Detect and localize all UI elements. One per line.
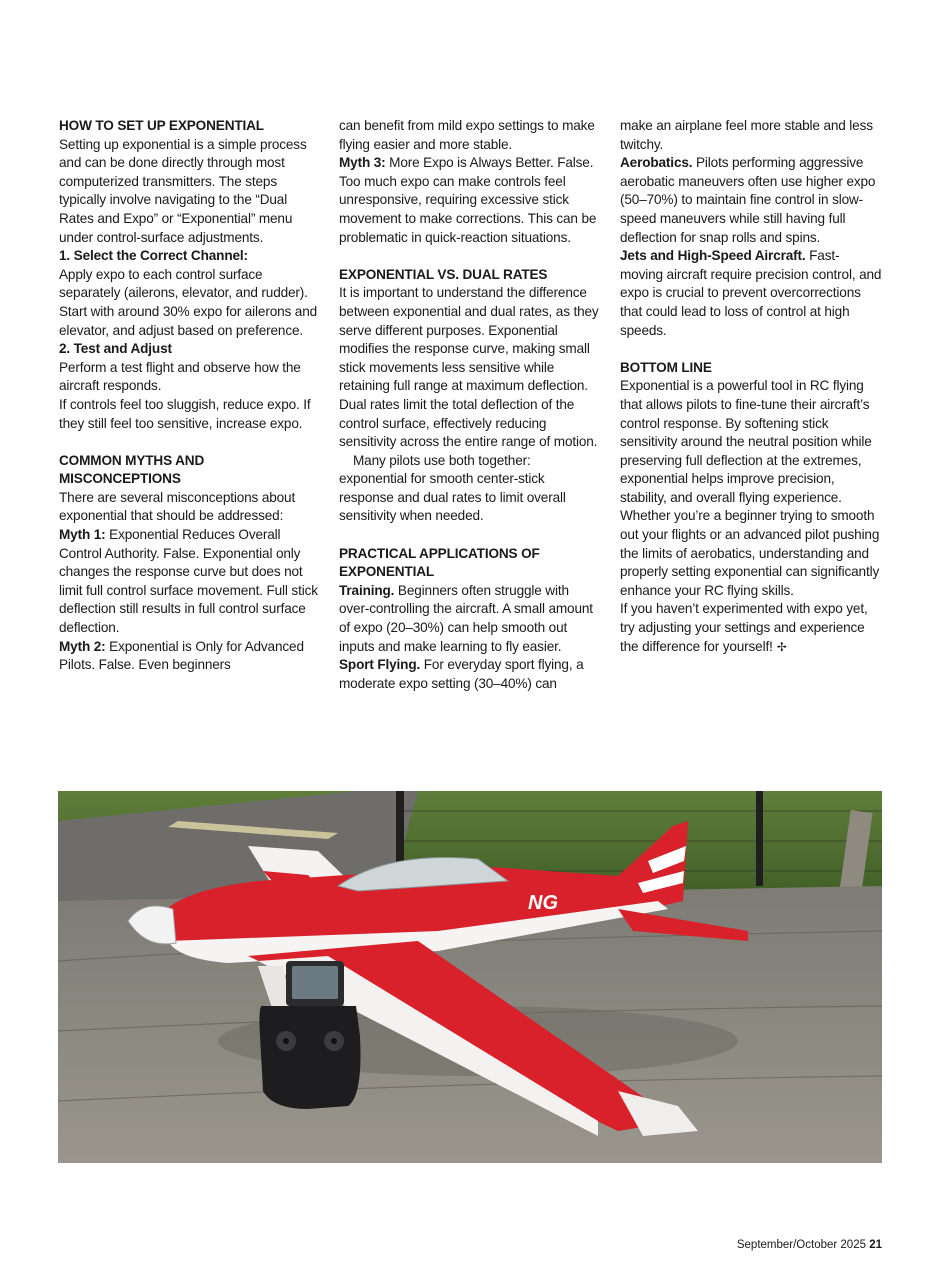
myth-text: Exponential is Only for Advanced Pilots. False. Even beginners xyxy=(59,638,304,673)
section-heading: BOTTOM LINE xyxy=(620,359,712,375)
section-heading: COMMON MYTHS AND MISCONCEPTIONS xyxy=(59,452,205,487)
paragraph: Start with around 30% expo for ailerons and elevator, and adjust based on preference. xyxy=(59,303,318,338)
paragraph xyxy=(339,154,601,247)
end-mark-icon: ✢ xyxy=(776,639,787,654)
term-text: For everyday sport flying, a moderate expo setting (30–40%) can xyxy=(339,657,584,691)
paragraph: make an airplane feel more stable and less twitchy. xyxy=(620,118,873,152)
paragraph: can benefit from mild expo settings to make flying easier and more stable. xyxy=(339,118,595,152)
term-label: Jets and High-Speed Aircraft. xyxy=(620,248,806,264)
paragraph: Setting up exponential is a simple process and can be done directly through most computerized transmitters. The steps typically involve navigating to the “Dual Rates and Expo” or “Exponential” menu under control-surface adjustments. xyxy=(59,136,307,245)
term-label: Aerobatics. xyxy=(620,155,693,171)
step-title: 1. Select the Correct Channel: xyxy=(59,248,248,264)
term-text: Beginners often struggle with over-controlling the aircraft. A small amount of expo (20–30%) can help smooth out inputs and make learning to fly easier. xyxy=(339,582,593,654)
paragraph: If controls feel too sluggish, reduce expo. If they still feel too sensitive, increase expo. xyxy=(59,396,311,431)
step-title: 2. Test and Adjust xyxy=(59,341,172,357)
rc-airplane-photo xyxy=(58,791,882,1163)
term-label: Training. xyxy=(339,582,395,598)
closing-text: If you haven’t experimented with expo yet, try adjusting your settings and experience the difference for yourself! xyxy=(620,601,868,654)
section-heading: HOW TO SET UP EXPONENTIAL xyxy=(59,118,264,133)
paragraph xyxy=(59,638,321,675)
section-heading: EXPONENTIAL VS. DUAL RATES xyxy=(339,266,548,282)
fence-post xyxy=(756,791,763,886)
paragraph xyxy=(59,526,321,638)
article-column-2 xyxy=(339,117,601,693)
paragraph xyxy=(620,247,882,340)
page-footer xyxy=(737,1239,882,1251)
paragraph xyxy=(620,154,882,247)
paragraph: Exponential is a powerful tool in RC flying that allows pilots to fine-tune their aircraft’s control response. By softening stick sensitivity around the neutral position while preserving full deflection at the extremes, exponential helps improve precision, stability, and overall flying experience. Whether you’re a beginner trying to smooth out your flights or an advanced pilot pushing the limits of aerobatics, understanding and properly setting exponential can significantly enhance your RC flying skills. xyxy=(620,378,880,598)
myth-label: Myth 3: xyxy=(339,155,386,171)
term-text: Fast-moving aircraft require precision control, and expo is crucial to prevent overcorrections that could lead to loss of control at high speeds. xyxy=(620,248,882,338)
paragraph xyxy=(620,600,882,656)
myth-text: More Expo is Always Better. False. Too much expo can make controls feel unresponsive, requiring excessive stick movement to make corrections. This can be problematic in quick-reaction situations. xyxy=(339,155,597,245)
myth-label: Myth 2: xyxy=(59,638,106,654)
plane-logo: NG xyxy=(528,892,558,914)
paragraph: It is important to understand the difference between exponential and dual rates, as they serve different purposes. Exponential modifies the response curve, making small stick movements less sensitive while retaining full range at maximum deflection. Dual rates limit the total deflection of the control surface, effectively reducing sensitivity across the entire range of motion. xyxy=(339,285,599,450)
issue-date: September/October 2025 xyxy=(736,1239,870,1251)
paragraph: Perform a test flight and observe how the aircraft responds. xyxy=(59,359,301,394)
paragraph: There are several misconceptions about exponential that should be addressed: xyxy=(59,489,296,524)
section-heading: PRACTICAL APPLICATIONS OF EXPONENTIAL xyxy=(339,545,540,580)
term-text: Pilots performing aggressive aerobatic maneuvers often use higher expo (50–70%) to maintain fine control in slow-speed maneuvers while still having full deflection for snap rolls and spins. xyxy=(620,155,876,245)
myth-label: Myth 1: xyxy=(59,527,106,543)
photo-illustration xyxy=(58,791,882,1163)
paragraph: Many pilots use both together: exponential for smooth center-stick response and dual rates to limit overall sensitivity when needed. xyxy=(339,452,566,524)
paragraph xyxy=(339,656,601,693)
article-column-1 xyxy=(59,117,321,675)
paragraph: Apply expo to each control surface separately (ailerons, elevator, and rudder). xyxy=(59,266,308,301)
article-column-3 xyxy=(620,117,882,656)
paragraph xyxy=(339,582,601,656)
term-label: Sport Flying. xyxy=(339,657,421,673)
myth-text: Exponential Reduces Overall Control Authority. False. Exponential only changes the response curve but does not limit full control surface movement. Full stick deflection still results in full control surface deflection. xyxy=(59,527,318,636)
page-number: 21 xyxy=(869,1239,882,1251)
